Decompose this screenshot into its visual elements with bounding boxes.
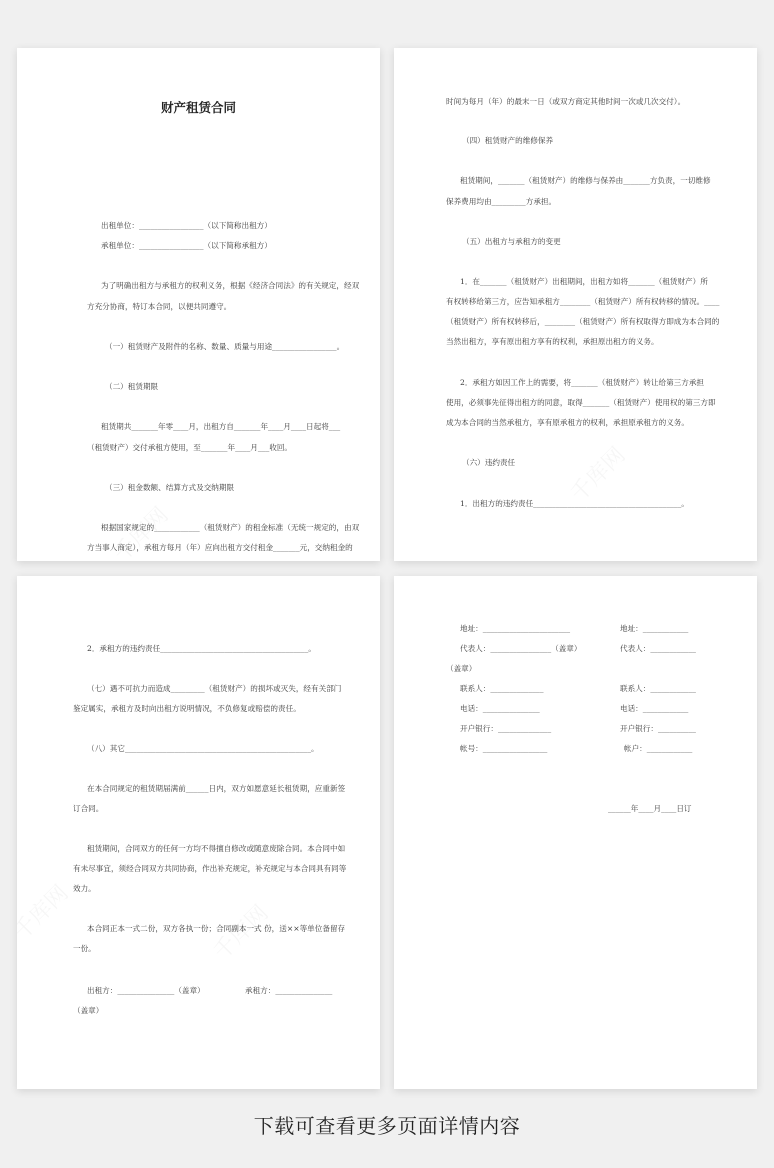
paragraph-line: 有权转移给第三方，应告知承租方________（租赁财产）所有权转移的情况。____ (446, 297, 720, 306)
lessor-bank: 开户银行：______________ (460, 724, 552, 733)
document-page-1 (17, 48, 380, 561)
watermark (563, 439, 632, 508)
footer-caption: 下载可查看更多页面详情内容 (253, 1114, 521, 1138)
paragraph-line: 1．在_______（租赁财产）出租期间，出租方如将_______（租赁财产）所 (460, 277, 708, 286)
seal-label: （盖章） (73, 1006, 104, 1015)
section-heading: （五）出租方与承租方的变更 (462, 237, 561, 246)
lessor-contact: 联系人：______________ (460, 684, 544, 693)
page-title: 财产租赁合同 (160, 100, 236, 115)
lessee-phone: 电话：____________ (620, 704, 689, 713)
section-heading: （六）违约责任 (462, 458, 516, 467)
lessee-line: 承租单位：_________________（以下简称承租方） (101, 241, 272, 250)
lessor-account: 帐号：_________________ (460, 744, 548, 753)
paragraph-line: 租赁期间，合同双方的任何一方均不得擅自修改或随意废除合同。本合同中如 (87, 844, 346, 853)
lessor-representative: 代表人：________________（盖章） (460, 644, 582, 653)
section-heading: （八）其它_________________________________________________。 (87, 744, 319, 753)
paragraph-line: 2．承租方如因工作上的需要，将_______（租赁财产）转让给第三方承担 (460, 378, 705, 387)
lessee-account: 帐户：____________ (624, 744, 693, 753)
paragraph-line: 成为本合同的当然承租方，享有原承租方的权利，承担原承租方的义务。 (446, 418, 689, 427)
section-heading: （四）租赁财产的维修保养 (462, 136, 554, 145)
lessor-phone: 电话：_______________ (460, 704, 540, 713)
paragraph-line: 1．出租方的违约责任_______________________________________。 (460, 499, 689, 508)
section-heading: （二）租赁期限 (105, 382, 159, 391)
paragraph-line: 订合同。 (73, 804, 104, 813)
lessee-signature: 承租方：_______________ (245, 986, 333, 995)
paragraph-line: 租赁期共_______年零____月，出租方自_______年____月____日起将___ (101, 422, 341, 431)
paragraph-line: 鉴定属实，承租方及时向出租方说明情况，不负修复或赔偿的责任。 (73, 704, 301, 713)
paragraph-line: 效力。 (73, 884, 96, 893)
section-heading: （一）租赁财产及附件的名称、数量、质量与用途_________________。 (105, 342, 345, 351)
paragraph-line: （租赁财产）交付承租方使用，至_______年____月___收回。 (87, 443, 293, 452)
lessee-address: 地址：____________ (620, 624, 689, 633)
lessee-contact: 联系人：____________ (620, 684, 696, 693)
signing-date: ______年____月____日订 (608, 804, 692, 813)
section-heading: （三）租金数额、结算方式及交纳期限 (105, 483, 235, 492)
paragraph-line: 租赁期间，_______（租赁财产）的维修与保养由_______方负责，一切维修 (460, 176, 711, 185)
paragraph-line: 时间为每月（年）的最末一日（或双方商定其他时间一次或几次交付）。 (446, 97, 686, 106)
paragraph-line: 在本合同规定的租赁期届满前______日内，双方如愿意延长租赁期，应重新签 (87, 784, 346, 793)
lessee-bank: 开户银行：__________ (620, 724, 696, 733)
paragraph-line: 保养费用均由_________方承担。 (446, 197, 557, 206)
document-page-3 (17, 576, 380, 1089)
paragraph-line: 使用，必须事先征得出租方的同意，取得_______（租赁财产）使用权的第三方即 (446, 398, 716, 407)
paragraph-line: 一份。 (73, 944, 96, 953)
lessee-representative: 代表人：____________ (620, 644, 696, 653)
paragraph-line: 方充分协商，特订本合同，以便共同遵守。 (87, 302, 232, 311)
document-page-4 (394, 576, 757, 1089)
paragraph-line: 根据国家规定的____________（租赁财产）的租金标准（无统一规定的，由双 (101, 523, 360, 532)
paragraph-line: （七）遇不可抗力而造成_________（租赁财产）的损坏或灭失，经有关部门 (87, 684, 342, 693)
paragraph-line: 当然出租方，享有原出租方享有的权利，承担原出租方的义务。 (446, 337, 659, 346)
lessor-address: 地址：_______________________ (460, 624, 571, 633)
seal-label: （盖章） (446, 664, 477, 673)
watermark (17, 877, 74, 946)
paragraph-line: 2．承租方的违约责任_______________________________________。 (87, 644, 316, 653)
paragraph-line: 本合同正本一式二份，双方各执一份；合同副本一式 份，送××等单位备留存 (87, 924, 346, 933)
paragraph-line: 为了明确出租方与承租方的权利义务，根据《经济合同法》的有关规定，经双 (101, 281, 360, 290)
lessor-line: 出租单位：_________________（以下简称出租方） (101, 221, 272, 230)
paragraph-line: 有未尽事宜，须经合同双方共同协商，作出补充规定，补充规定与本合同具有同等 (73, 864, 347, 873)
paragraph-line: （租赁财产）所有权转移后，________（租赁财产）所有权取得方即成为本合同的 (446, 317, 720, 326)
document-page-2 (394, 48, 757, 561)
lessor-signature: 出租方：_______________（盖章） (87, 986, 205, 995)
paragraph-line: 方当事人商定），承租方每月（年）应向出租方交付租金_______元，交纳租金的 (87, 543, 353, 552)
